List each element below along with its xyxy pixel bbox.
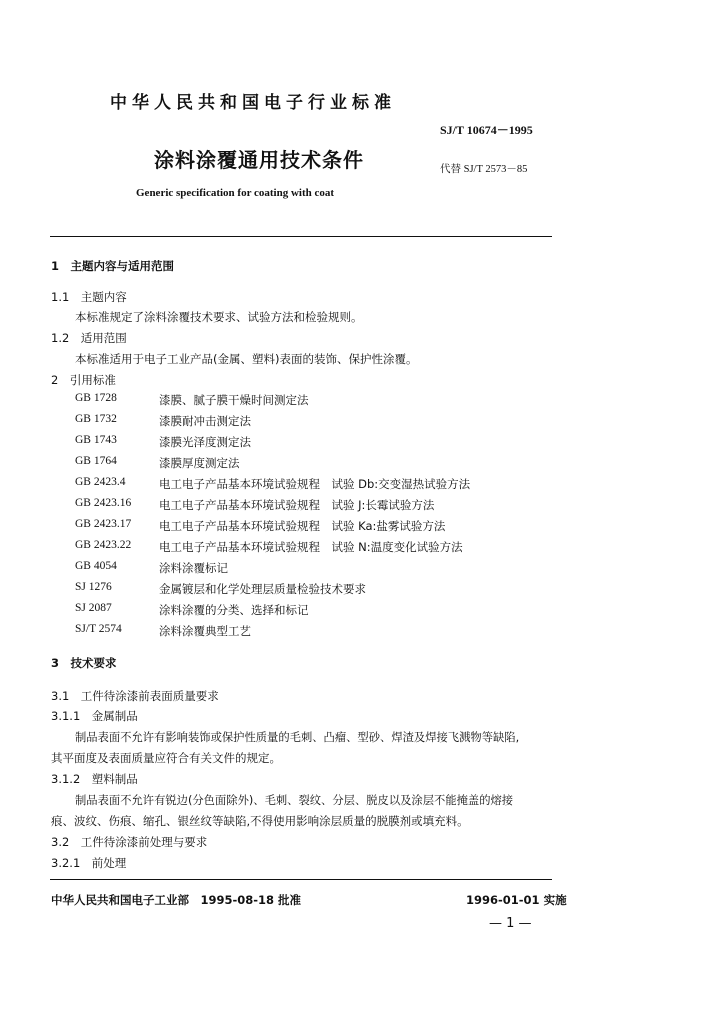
reference-code: GB 2423.16	[75, 497, 132, 509]
section-3-1-2-heading: 3.1.2 塑料制品	[51, 772, 138, 786]
reference-name: 涂料涂覆标记	[159, 561, 228, 575]
section-3-1-1-heading: 3.1.1 金属制品	[51, 709, 138, 723]
effective-date: 1996-01-01 实施	[466, 893, 567, 907]
section-3-1-1-text: 制品表面不允许有影响装饰或保护性质量的毛刺、凸瘤、型砂、焊渣及焊接飞溅物等缺陷,	[75, 731, 520, 744]
reference-name: 电工电子产品基本环境试验规程 试验 J:长霉试验方法	[159, 498, 435, 512]
reference-code: GB 4054	[75, 560, 117, 572]
section-1-1-heading: 1.1 主题内容	[51, 290, 127, 304]
section-1-2-heading: 1.2 适用范围	[51, 331, 127, 345]
reference-code: GB 1732	[75, 413, 117, 425]
section-3-1-2-text: 制品表面不允许有锐边(分色面除外)、毛刺、裂纹、分层、脱皮以及涂层不能掩盖的熔接	[75, 794, 514, 807]
reference-name: 漆膜耐冲击测定法	[159, 414, 251, 428]
page-number: — 1 —	[489, 916, 532, 931]
reference-name: 漆膜、腻子膜干燥时间测定法	[159, 393, 309, 407]
reference-name: 漆膜光泽度测定法	[159, 435, 251, 449]
section-1-1-text: 本标准规定了涂料涂覆技术要求、试验方法和检验规则。	[75, 310, 363, 324]
section-3-1-2-text-continued: 痕、波纹、伤痕、缩孔、银丝纹等缺陷,不得使用影响涂层质量的脱膜剂或填充料。	[51, 814, 469, 828]
reference-name: 电工电子产品基本环境试验规程 试验 Ka:盐雾试验方法	[159, 519, 446, 533]
reference-code: SJ 2087	[75, 602, 112, 614]
issuing-organization: 中华人民共和国电子行业标准	[110, 93, 396, 113]
reference-code: SJ/T 2574	[75, 623, 122, 635]
section-3-2-heading: 3.2 工件待涂漆前处理与要求	[51, 835, 208, 849]
section-1-2-text: 本标准适用于电子工业产品(金属、塑料)表面的装饰、保护性涂覆。	[75, 352, 418, 366]
footer-divider	[50, 879, 552, 880]
section-3-heading: 3 技术要求	[51, 656, 117, 670]
section-1-heading: 1 主题内容与适用范围	[51, 259, 175, 273]
reference-name: 涂料涂覆的分类、选择和标记	[159, 603, 309, 617]
approval-line: 中华人民共和国电子工业部 1995-08-18 批准	[51, 893, 302, 907]
reference-code: GB 2423.4	[75, 476, 126, 488]
english-title: Generic specification for coating with coat	[136, 187, 335, 199]
reference-name: 涂料涂覆典型工艺	[159, 624, 251, 638]
replaces-standard: 代替 SJ/T 2573－85	[440, 164, 528, 175]
section-3-1-heading: 3.1 工件待涂漆前表面质量要求	[51, 689, 219, 703]
reference-code: GB 1743	[75, 434, 117, 446]
standard-number: SJ/T 10674－1995	[440, 123, 533, 137]
reference-code: GB 2423.17	[75, 518, 132, 530]
reference-name: 金属镀层和化学处理层质量检验技术要求	[159, 582, 366, 596]
reference-code: GB 1764	[75, 455, 117, 467]
section-2-heading: 2 引用标准	[51, 373, 116, 387]
header-divider	[50, 236, 552, 237]
reference-name: 电工电子产品基本环境试验规程 试验 Db:交变湿热试验方法	[159, 477, 471, 491]
document-title: 涂料涂覆通用技术条件	[154, 148, 364, 172]
reference-name: 漆膜厚度测定法	[159, 456, 240, 470]
reference-code: GB 2423.22	[75, 539, 132, 551]
section-3-2-1-heading: 3.2.1 前处理	[51, 856, 127, 870]
section-3-1-1-text-continued: 其平面度及表面质量应符合有关文件的规定。	[51, 751, 281, 765]
reference-code: GB 1728	[75, 392, 117, 404]
reference-code: SJ 1276	[75, 581, 112, 593]
reference-name: 电工电子产品基本环境试验规程 试验 N:温度变化试验方法	[159, 540, 463, 554]
